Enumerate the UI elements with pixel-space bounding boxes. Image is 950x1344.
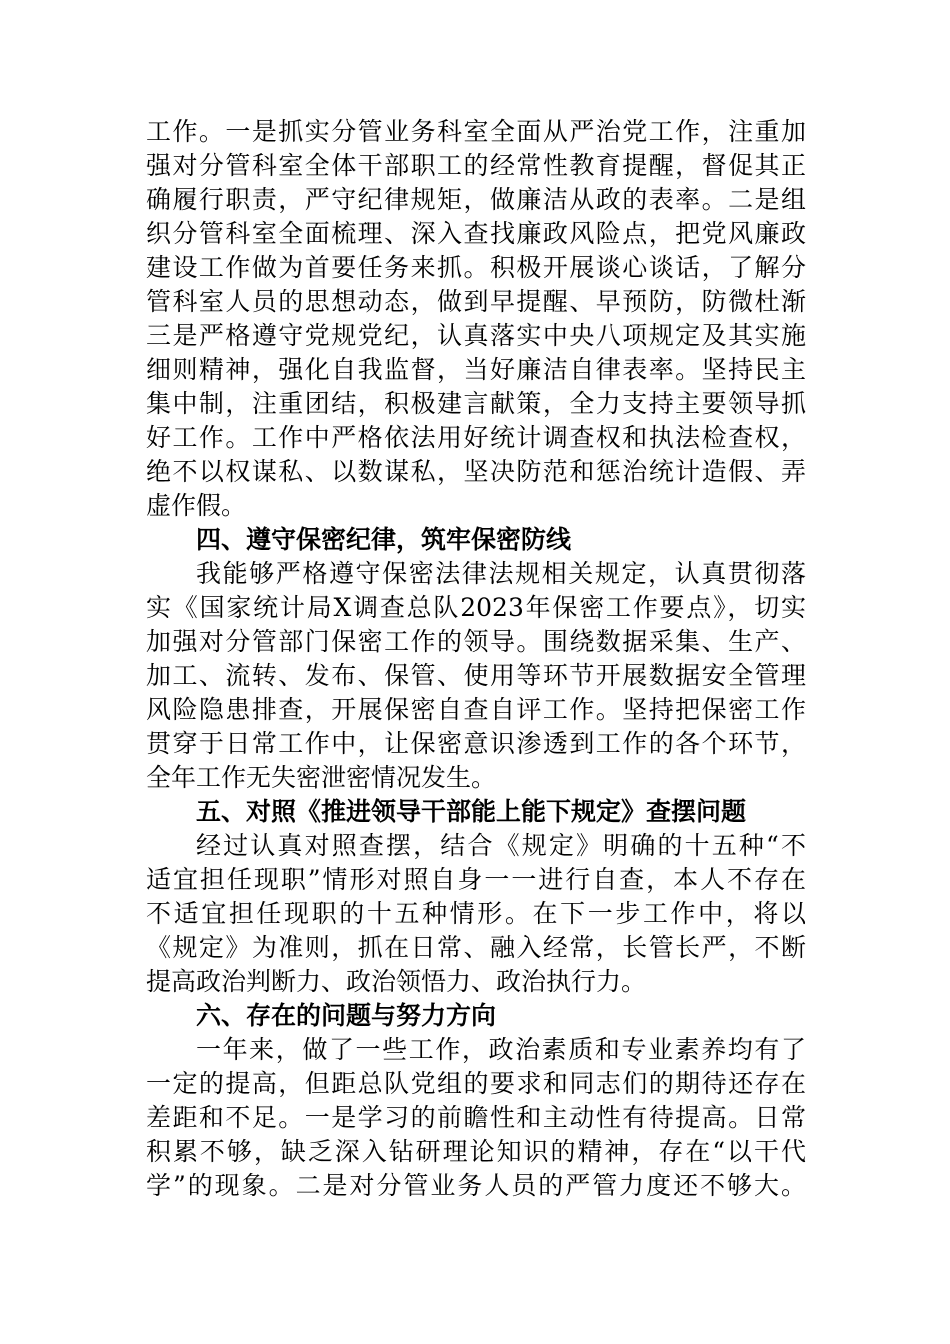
paragraph-line: 差距和不足。一是学习的前瞻性和主动性有待提高。日常 xyxy=(146,1103,806,1132)
paragraph-line: 三是严格遵守党规党纪，认真落实中央八项规定及其实施 xyxy=(146,321,806,350)
section-heading: 五、对照《推进领导干部能上能下规定》查摆问题 xyxy=(196,797,747,826)
paragraph-line: 全年工作无失密泄密情况发生。 xyxy=(146,763,497,792)
paragraph-line: 确履行职责，严守纪律规矩，做廉洁从政的表率。二是组 xyxy=(146,185,806,214)
paragraph-line: 好工作。工作中严格依法用好统计调查权和执法检查权， xyxy=(146,423,806,452)
paragraph-line: 《规定》为准则，抓在日常、融入经常，长管长严，不断 xyxy=(146,933,806,962)
section-heading: 四、遵守保密纪律，筑牢保密防线 xyxy=(196,525,572,554)
paragraph-line: 加工、流转、发布、保管、使用等环节开展数据安全管理 xyxy=(146,661,806,690)
paragraph-line: 风险隐患排查，开展保密自查自评工作。坚持把保密工作 xyxy=(146,695,806,724)
section-3-tail xyxy=(146,115,806,523)
paragraph-line: 强对分管科室全体干部职工的经常性教育提醒，督促其正 xyxy=(146,151,806,180)
paragraph-line: 加强对分管部门保密工作的领导。围绕数据采集、生产、 xyxy=(146,627,806,656)
paragraph-line: 集中制，注重团结，积极建言献策，全力支持主要领导抓 xyxy=(146,389,806,418)
paragraph-line: 虚作假。 xyxy=(146,491,247,520)
paragraph-line: 贯穿于日常工作中，让保密意识渗透到工作的各个环节， xyxy=(146,729,806,758)
paragraph-line: 一定的提高，但距总队党组的要求和同志们的期待还存在 xyxy=(146,1069,806,1098)
paragraph-line: 管科室人员的思想动态，做到早提醒、早预防，防微杜渐 xyxy=(146,287,806,316)
paragraph-line: 实《国家统计局X调查总队2023年保密工作要点》，切实 xyxy=(146,593,806,622)
paragraph-line: 不适宜担任现职的十五种情形。在下一步工作中，将以 xyxy=(146,899,806,928)
paragraph-line: 我能够严格遵守保密法律法规相关规定，认真贯彻落 xyxy=(196,559,806,588)
section-4 xyxy=(146,523,806,795)
section-heading: 六、存在的问题与努力方向 xyxy=(196,1001,497,1030)
paragraph-line: 学”的现象。二是对分管业务人员的严管力度还不够大。 xyxy=(146,1171,806,1200)
paragraph-line: 建设工作做为首要任务来抓。积极开展谈心谈话，了解分 xyxy=(146,253,806,282)
paragraph-line: 工作。一是抓实分管业务科室全面从严治党工作，注重加 xyxy=(146,117,806,146)
paragraph-line: 绝不以权谋私、以数谋私，坚决防范和惩治统计造假、弄 xyxy=(146,457,806,486)
section-5 xyxy=(146,795,806,999)
paragraph-line: 织分管科室全面梳理、深入查找廉政风险点，把党风廉政 xyxy=(146,219,806,248)
paragraph-line: 适宜担任现职”情形对照自身一一进行自查，本人不存在 xyxy=(146,865,806,894)
paragraph-line: 积累不够，缺乏深入钻研理论知识的精神，存在“以干代 xyxy=(146,1137,806,1166)
paragraph-line: 细则精神，强化自我监督，当好廉洁自律表率。坚持民主 xyxy=(146,355,806,384)
paragraph-line: 提高政治判断力、政治领悟力、政治执行力。 xyxy=(146,967,647,996)
paragraph-line: 经过认真对照查摆，结合《规定》明确的十五种“不 xyxy=(196,831,806,860)
section-6 xyxy=(146,999,806,1203)
document-page xyxy=(146,115,806,1203)
paragraph-line: 一年来，做了一些工作，政治素质和专业素养均有了 xyxy=(196,1035,806,1064)
